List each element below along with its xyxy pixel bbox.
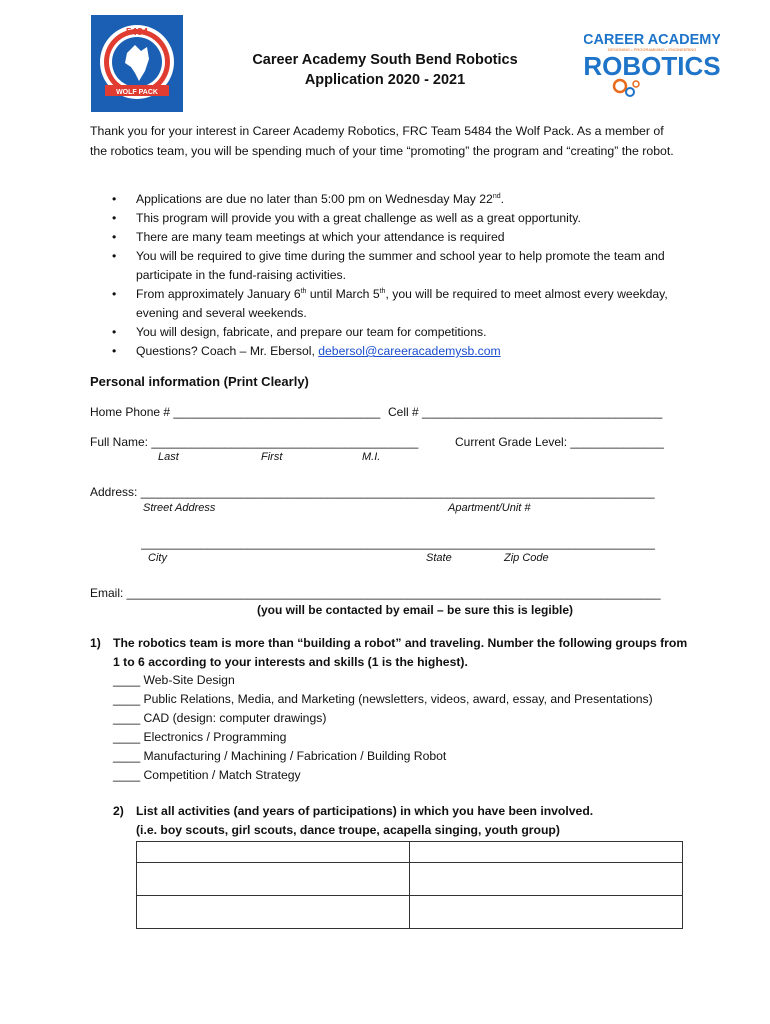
home-phone-field[interactable]: Home Phone # _______________________________ — [90, 405, 381, 419]
state-label: State — [426, 552, 452, 564]
address-line2-field[interactable]: _____________________________________________________________________________ — [141, 536, 655, 550]
email-field[interactable]: Email: ________________________________________________________________________________ — [90, 586, 661, 600]
question-2 — [113, 802, 693, 840]
question-1-text: The robotics team is more than “building a robot” and traveling. Number the following groups from 1 to 6 according to your interests and skills (1 is the highest). — [113, 636, 688, 669]
wolf-pack-logo — [91, 15, 183, 112]
intro-paragraph: Thank you for your interest in Career Academy Robotics, FRC Team 5484 the Wolf Pack. As a member of the robotics team, you will be spending much of your time “promoting” the program and “creating” the robot. — [90, 124, 674, 158]
option-competition[interactable]: ____ Competition / Match Strategy — [113, 768, 301, 782]
list-item: • Applications are due no later than 5:00 pm on Wednesday May 22nd. — [112, 192, 505, 206]
question-2-line1: List all activities (and years of participations) in which you have been involved. — [136, 804, 594, 818]
table-cell[interactable] — [137, 842, 410, 863]
option-web-design[interactable]: ____ Web-Site Design — [113, 673, 235, 687]
list-item: • This program will provide you with a great challenge as well as a great opportunity. — [112, 211, 581, 225]
first-name-label: First — [261, 451, 283, 463]
logo-number: 5484 — [125, 27, 149, 38]
career-academy-robotics-logo — [584, 30, 720, 102]
title-line2: Application 2020 - 2021 — [304, 72, 466, 88]
page-title — [200, 50, 570, 90]
list-item: • There are many team meetings at which your attendance is required — [112, 230, 505, 244]
option-electronics[interactable]: ____ Electronics / Programming — [113, 730, 287, 744]
question-1-number: 1) — [90, 636, 101, 650]
street-address-label: Street Address — [143, 502, 216, 514]
question-2-line2: (i.e. boy scouts, girl scouts, dance troupe, acapella singing, youth group) — [136, 823, 560, 837]
table-cell[interactable] — [410, 842, 683, 863]
personal-info-heading: Personal information (Print Clearly) — [90, 374, 309, 389]
table-cell[interactable] — [137, 863, 410, 896]
requirements-list — [90, 190, 680, 361]
apartment-label: Apartment/Unit # — [448, 502, 531, 514]
activities-table — [136, 841, 683, 929]
middle-initial-label: M.I. — [362, 451, 381, 463]
list-item: • You will be required to give time during the summer and school year to help promote the team and participate in the fund-raising activities. — [112, 249, 665, 282]
logo-tagline: DESIGNING • PROGRAMMING • ENGINEERING — [607, 47, 697, 52]
cell-phone-field[interactable]: Cell # ____________________________________ — [388, 405, 663, 419]
logo-line2: ROBOTICS — [584, 51, 720, 81]
question-2-number: 2) — [113, 804, 124, 818]
title-line1: Career Academy South Bend Robotics — [252, 52, 518, 68]
list-item: • You will design, fabricate, and prepare our team for competitions. — [112, 325, 487, 339]
interest-options — [113, 671, 653, 785]
full-name-field[interactable]: Full Name: ________________________________________ — [90, 435, 419, 449]
option-public-relations[interactable]: ____ Public Relations, Media, and Marketing (newsletters, videos, award, essay, and Presentations) — [113, 692, 653, 706]
city-label: City — [148, 552, 167, 564]
table-row — [137, 842, 683, 863]
table-cell[interactable] — [137, 896, 410, 929]
zip-code-label: Zip Code — [504, 552, 549, 564]
option-manufacturing[interactable]: ____ Manufacturing / Machining / Fabrication / Building Robot — [113, 749, 447, 763]
email-note: (you will be contacted by email – be sure this is legible) — [256, 603, 574, 617]
address-field[interactable]: Address: _____________________________________________________________________________ — [90, 485, 655, 499]
table-cell[interactable] — [410, 863, 683, 896]
option-cad[interactable]: ____ CAD (design: computer drawings) — [113, 711, 327, 725]
list-item: • Questions? Coach – Mr. Ebersol, debersol@careeracademysb.com — [112, 344, 501, 358]
logo-banner: WOLF PACK — [116, 89, 158, 96]
question-1 — [90, 634, 690, 672]
logo-line1: CAREER ACADEMY — [584, 32, 720, 48]
grade-level-field[interactable]: Current Grade Level: ______________ — [455, 435, 664, 449]
list-item: • From approximately January 6th until March 5th, you will be required to meet almost every weekday, evening and several weekends. — [112, 287, 668, 320]
table-row — [137, 863, 683, 896]
last-name-label: Last — [158, 451, 179, 463]
table-cell[interactable] — [410, 896, 683, 929]
table-row — [137, 896, 683, 929]
coach-email-link[interactable]: debersol@careeracademysb.com — [318, 344, 501, 358]
